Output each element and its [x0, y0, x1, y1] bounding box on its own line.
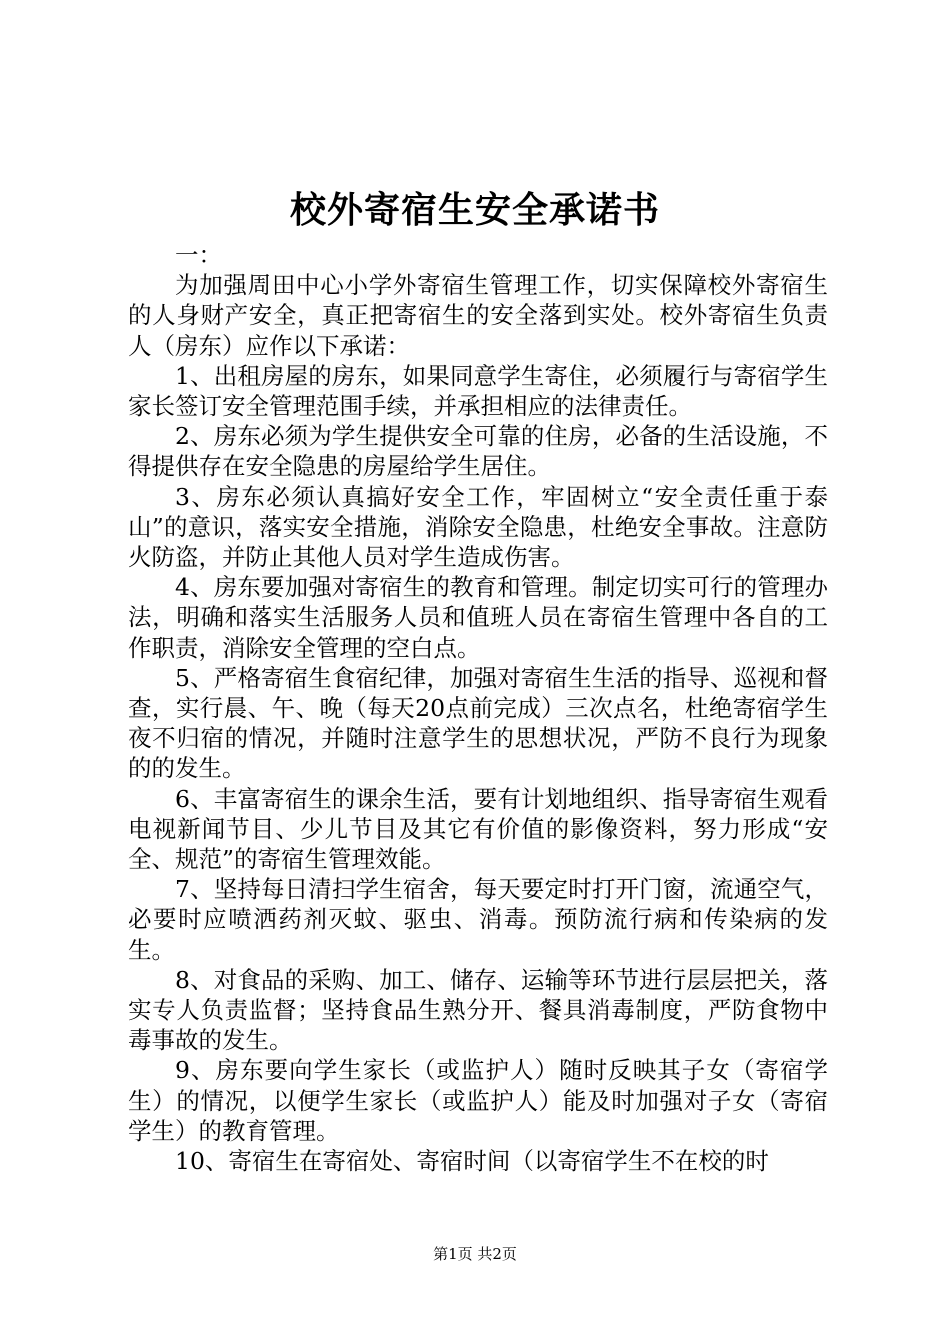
item-paragraph: 8、对食品的采购、加工、储存、运输等环节进行层层把关，落实专人负责监督；坚持食品生熟分开、餐具消毒制度，严防食物中毒事故的发生。 [128, 965, 828, 1055]
document-title: 校外寄宿生安全承诺书 [289, 189, 660, 231]
document-body [128, 240, 828, 1176]
item-paragraph: 6、丰富寄宿生的课余生活，要有计划地组织、指导寄宿生观看电视新闻节目、少儿节目及其它有价值的影像资料，努力形成“安全、规范”的寄宿生管理效能。 [128, 784, 828, 874]
item-paragraph: 7、坚持每日清扫学生宿舍，每天要定时打开门窗，流通空气，必要时应喷洒药剂灭蚊、驱虫、消毒。预防流行病和传染病的发生。 [128, 875, 828, 964]
item-paragraph: 4、房东要加强对寄宿生的教育和管理。制定切实可行的管理办法，明确和落实生活服务人员和值班人员在寄宿生管理中各自的工作职责，消除安全管理的空白点。 [128, 573, 828, 662]
item-paragraph: 2、房东必须为学生提供安全可靠的住房，必备的生活设施，不得提供存在安全隐患的房屋给学生居住。 [128, 422, 828, 481]
item-paragraph: 10、寄宿生在寄宿处、寄宿时间（以寄宿学生不在校的时 [175, 1147, 769, 1176]
item-paragraph: 1、出租房屋的房东，如果同意学生寄住，必须履行与寄宿学生家长签订安全管理范围手续，并承担相应的法律责任。 [128, 361, 828, 421]
page-footer: 第1页 共2页 [433, 1245, 517, 1263]
intro-paragraph: 为加强周田中心小学外寄宿生管理工作，切实保障校外寄宿生的人身财产安全，真正把寄宿生的安全落到实处。校外寄宿生负责人（房东）应作以下承诺： [128, 271, 828, 360]
heading-marker: 一： [175, 241, 222, 269]
item-paragraph: 3、房东必须认真搞好安全工作，牢固树立“安全责任重于泰山”的意识，落实安全措施，消除安全隐患，杜绝安全事故。注意防火防盗，并防止其他人员对学生造成伤害。 [128, 482, 828, 572]
item-paragraph: 5、严格寄宿生食宿纪律，加强对寄宿生生活的指导、巡视和督查，实行晨、午、晚（每天20点前完成）三次点名，杜绝寄宿学生夜不归宿的情况，并随时注意学生的思想状况，严防不良行为现象的的发生。 [128, 663, 828, 783]
item-paragraph: 9、房东要向学生家长（或监护人）随时反映其子女（寄宿学生）的情况，以便学生家长（或监护人）能及时加强对子女（寄宿学生）的教育管理。 [128, 1056, 828, 1145]
